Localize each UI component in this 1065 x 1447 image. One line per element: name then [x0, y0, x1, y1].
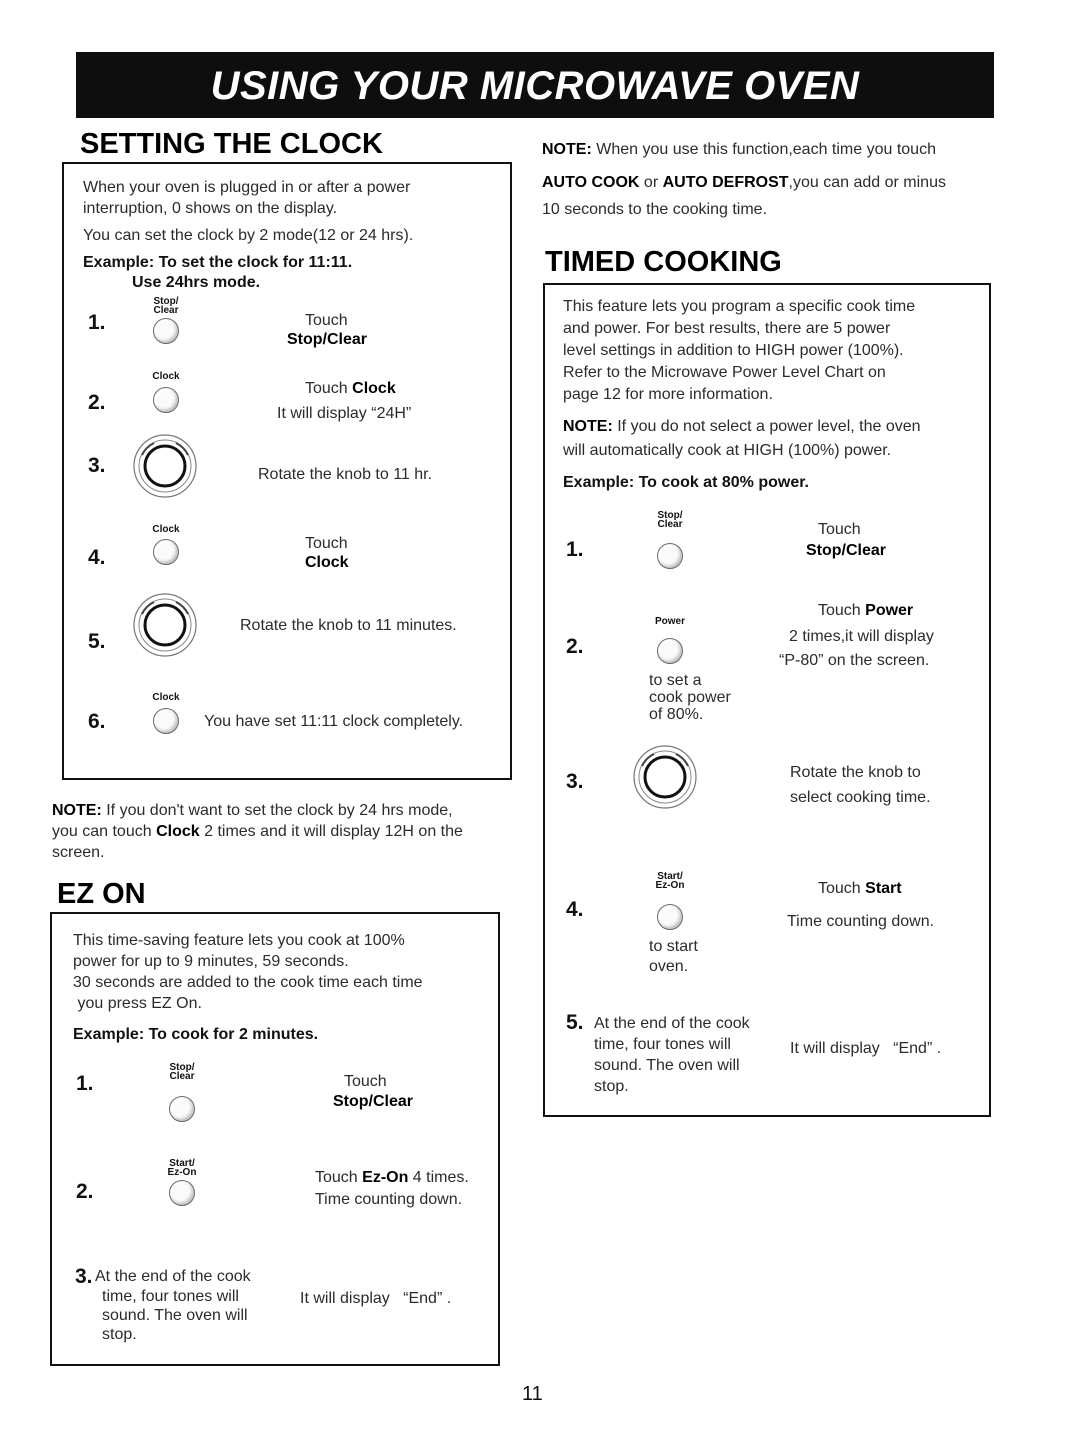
ezon-step-2-text2: Time counting down.: [315, 1191, 463, 1208]
right-note-auto-defrost: AUTO DEFROST: [662, 174, 789, 191]
clock-button-icon-3: [153, 708, 179, 734]
ezon-step-2-bold: Ez-On: [362, 1169, 409, 1186]
clock-example-1: Example: To set the clock for 11:11.: [83, 254, 353, 271]
timed-note-2: will automatically cook at HIGH (100%) power.: [563, 442, 892, 459]
stop-clear-button-icon: [153, 318, 179, 344]
ezon-stop-clear-key-label: Stop/ Clear: [169, 1062, 195, 1082]
start-button-icon: [657, 904, 683, 930]
ezon-step-3-line3: sound. The oven will: [102, 1307, 248, 1324]
timed-step-5-line4: stop.: [594, 1078, 629, 1095]
clock-note-line2-post: 2 times and it will display 12H on the: [199, 823, 463, 840]
timed-step-3-line2: select cooking time.: [790, 789, 931, 806]
timed-box: [543, 283, 991, 1117]
timed-step-1-text: Touch: [818, 521, 861, 538]
timed-step-2-sub-1: to set a: [649, 672, 702, 689]
ezon-step-2-post: 4 times.: [408, 1169, 469, 1186]
timed-step-3-line1: Rotate the knob to: [790, 764, 921, 781]
ezon-step-1-text: Touch: [344, 1073, 387, 1090]
clock-step-3-text: Rotate the knob to 11 hr.: [258, 466, 433, 483]
clock-intro-2: interruption, 0 shows on the display.: [83, 200, 338, 217]
ezon-step-3-line4: stop.: [102, 1326, 137, 1343]
ezon-step-3-display: It will display “End” .: [300, 1290, 452, 1307]
timed-note-label: NOTE:: [563, 418, 613, 435]
clock-step-2-bold: Clock: [352, 380, 396, 397]
clock-step-1-text: Touch: [305, 312, 348, 329]
timed-example: Example: To cook at 80% power.: [563, 474, 809, 491]
right-note-label: NOTE:: [542, 141, 592, 158]
clock-key-label-2: Clock: [152, 524, 180, 535]
timed-step-4-bold: Start: [865, 880, 902, 897]
timed-heading: TIMED COOKING: [545, 246, 782, 278]
timed-intro-2: and power. For best results, there are 5 power: [563, 320, 891, 337]
timed-step-4-number: 4.: [566, 898, 584, 921]
timed-step-5-line1: At the end of the cook: [594, 1015, 750, 1032]
ezon-start-key-label: Start/ Ez-On: [167, 1158, 197, 1178]
page-title: USING YOUR MICROWAVE OVEN: [210, 64, 860, 108]
clock-note-line3: screen.: [52, 844, 105, 861]
clock-note-line1: If you don't want to set the clock by 24 hrs mode,: [101, 802, 453, 819]
timed-step-3-number: 3.: [566, 770, 584, 793]
clock-note-line2-pre: you can touch: [52, 823, 157, 840]
clock-heading: SETTING THE CLOCK: [80, 128, 383, 160]
clock-step-3-number: 3.: [88, 454, 106, 477]
timed-step-2-line2: 2 times,it will display: [789, 628, 934, 645]
timed-step-5-number: 5.: [566, 1011, 584, 1034]
timed-step-4-sub-1: to start: [649, 938, 698, 955]
right-note-line3: 10 seconds to the cooking time.: [542, 201, 768, 218]
clock-step-5-text: Rotate the knob to 11 minutes.: [240, 617, 457, 634]
ezon-example: Example: To cook for 2 minutes.: [73, 1026, 319, 1043]
clock-step-6-text: You have set 11:11 clock completely.: [204, 713, 464, 730]
timed-stop-clear-button-icon: [657, 543, 683, 569]
timed-step-5-line3: sound. The oven will: [594, 1057, 740, 1074]
clock-step-5-number: 5.: [88, 630, 106, 653]
ezon-intro-4: you press EZ On.: [73, 995, 202, 1012]
ezon-step-2-number: 2.: [76, 1180, 94, 1203]
ezon-heading: EZ ON: [57, 878, 146, 910]
ezon-step-3-line2: time, four tones will: [102, 1288, 239, 1305]
timed-step-2-text: Touch: [818, 602, 866, 619]
clock-step-4-number: 4.: [88, 546, 106, 569]
ezon-intro-2: power for up to 9 minutes, 59 seconds.: [73, 953, 349, 970]
power-button-icon: [657, 638, 683, 664]
timed-step-4-line2: Time counting down.: [787, 913, 935, 930]
timed-step-5-display: It will display “End” .: [790, 1040, 942, 1057]
timed-step-1-number: 1.: [566, 538, 584, 561]
power-key-label: Power: [654, 616, 685, 627]
knob-icon: [132, 433, 198, 499]
timed-step-2-sub-2: cook power: [649, 689, 731, 706]
timed-intro-1: This feature lets you program a specific cook time: [563, 298, 916, 315]
clock-button-icon-2: [153, 539, 179, 565]
clock-step-2-display: It will display “24H”: [277, 405, 412, 422]
clock-button-icon: [153, 387, 179, 413]
clock-key-label-3: Clock: [152, 692, 180, 703]
clock-step-1-number: 1.: [88, 311, 106, 334]
ezon-step-1-bold: Stop/Clear: [333, 1093, 414, 1110]
ezon-stop-clear-button-icon: [169, 1096, 195, 1122]
timed-step-2-line3: “P-80” on the screen.: [779, 652, 930, 669]
ezon-step-1-number: 1.: [76, 1072, 94, 1095]
right-note-or: or: [639, 174, 663, 191]
clock-intro-3: You can set the clock by 2 mode(12 or 24 hrs).: [83, 227, 414, 244]
page-number: 11: [522, 1383, 543, 1405]
clock-example-2: Use 24hrs mode.: [132, 274, 261, 291]
timed-note-1: If you do not select a power level, the oven: [612, 418, 921, 435]
clock-step-4-bold: Clock: [305, 554, 349, 571]
clock-key-label: Clock: [152, 371, 180, 382]
ezon-intro-3: 30 seconds are added to the cook time each time: [73, 974, 423, 991]
timed-step-2-number: 2.: [566, 635, 584, 658]
knob-icon-2: [132, 592, 198, 658]
clock-step-6-number: 6.: [88, 710, 106, 733]
clock-step-2-text: Touch: [305, 380, 353, 397]
timed-intro-4: Refer to the Microwave Power Level Chart on: [563, 364, 886, 381]
timed-knob-icon: [632, 744, 698, 810]
right-note-line1: When you use this function,each time you touch: [591, 141, 936, 158]
clock-step-1-bold: Stop/Clear: [287, 331, 368, 348]
ezon-intro-1: This time-saving feature lets you cook at 100%: [73, 932, 405, 949]
ezon-step-2-text: Touch: [315, 1169, 363, 1186]
clock-note-label: NOTE:: [52, 802, 102, 819]
timed-step-2-sub-3: of 80%.: [649, 706, 704, 723]
clock-intro-1: When your oven is plugged in or after a power: [83, 179, 411, 196]
timed-step-5-line2: time, four tones will: [594, 1036, 731, 1053]
timed-stop-clear-key-label: Stop/ Clear: [657, 510, 683, 530]
clock-note-bold: Clock: [156, 823, 200, 840]
timed-step-4-text: Touch: [818, 880, 866, 897]
start-key-label: Start/ Ez-On: [655, 871, 685, 891]
right-note-auto-cook: AUTO COOK: [542, 174, 640, 191]
ezon-start-button-icon: [169, 1180, 195, 1206]
timed-intro-3: level settings in addition to HIGH power (100%).: [563, 342, 904, 359]
timed-step-1-bold: Stop/Clear: [806, 542, 887, 559]
timed-step-4-sub-2: oven.: [649, 958, 689, 975]
clock-step-2-number: 2.: [88, 391, 106, 414]
timed-intro-5: page 12 for more information.: [563, 386, 773, 403]
timed-step-2-bold: Power: [865, 602, 914, 619]
ezon-step-3-number: 3.: [75, 1265, 93, 1288]
stop-clear-key-label: Stop/ Clear: [153, 296, 179, 316]
ezon-step-3-line1: At the end of the cook: [95, 1268, 251, 1285]
right-note-post: ,you can add or minus: [788, 174, 946, 191]
title-banner: [76, 52, 994, 118]
clock-step-4-text: Touch: [305, 535, 348, 552]
